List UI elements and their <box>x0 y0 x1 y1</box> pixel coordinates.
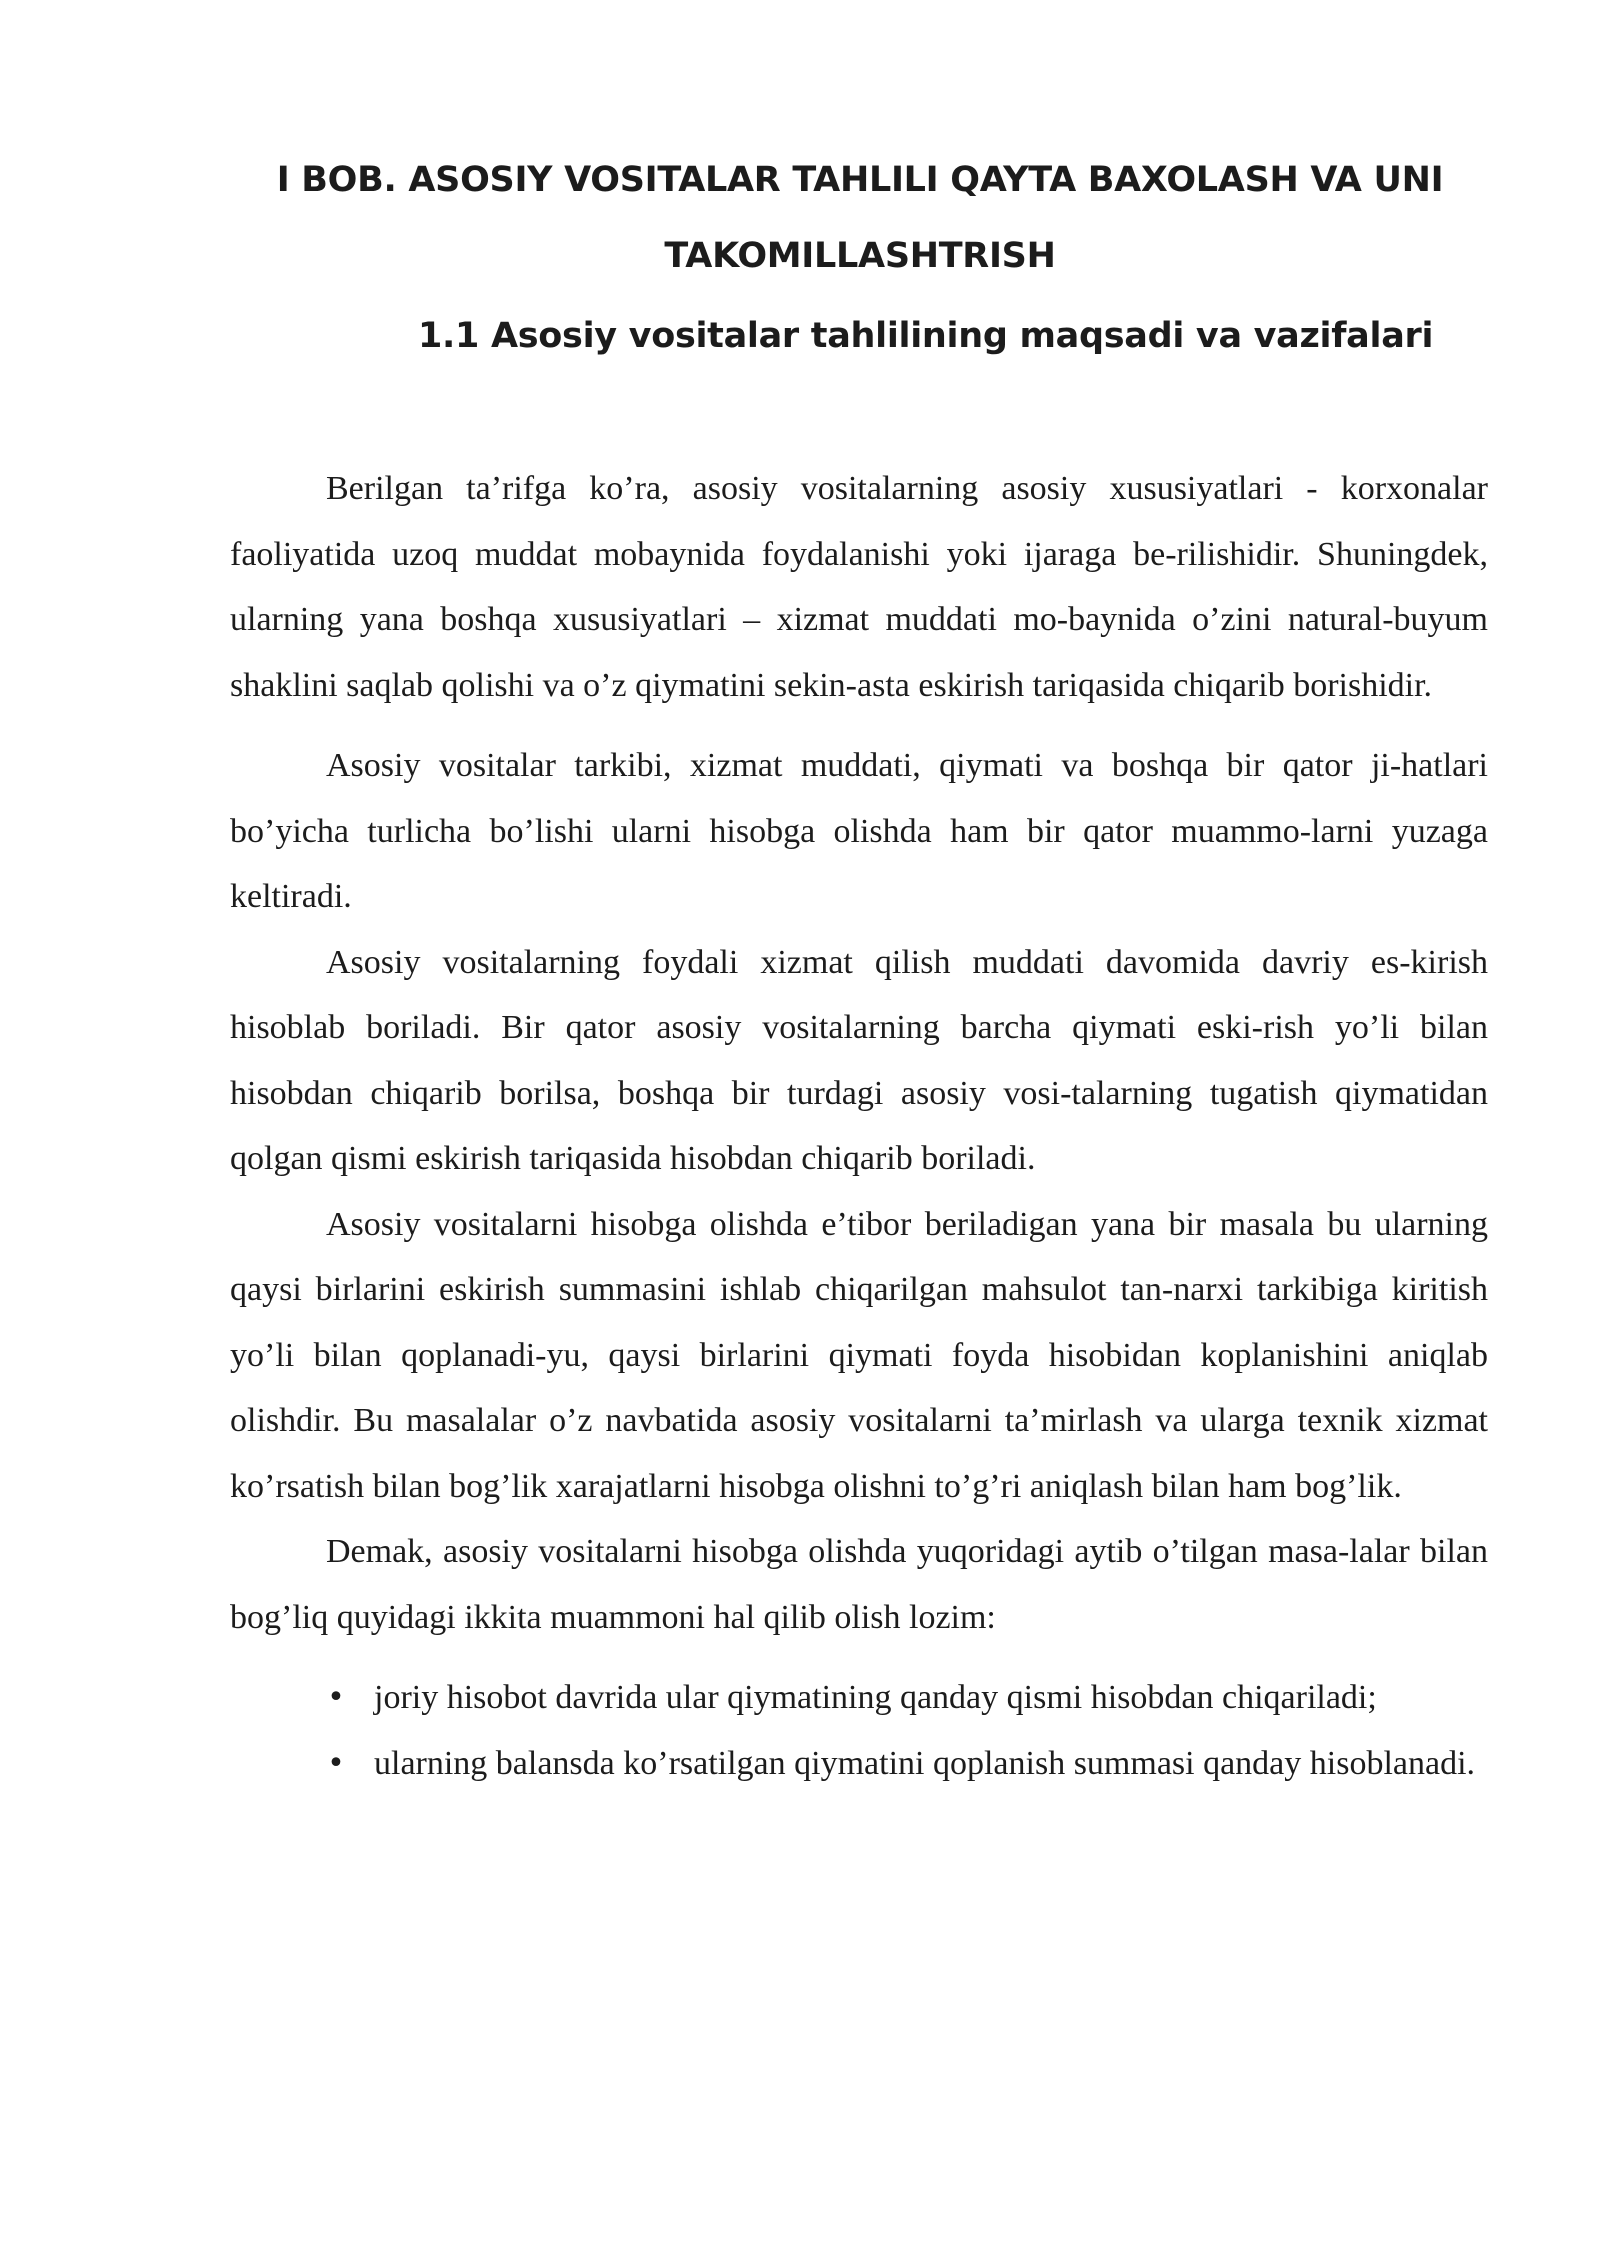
bullet-list <box>230 1665 1488 1796</box>
paragraph-2: Asosiy vositalar tarkibi, xizmat muddati, qiymati va boshqa bir qator ji-hatlari bo’yicha turlicha bo’lishi ularni hisobga olishda ham bir qator muammo-larni yuzaga keltiradi. <box>230 747 1488 915</box>
paragraph-3: Asosiy vositalarning foydali xizmat qilish muddati davomida davriy es-kirish hisoblab boriladi. Bir qator asosiy vositalarning barcha qiymati eski-rish yo’li bilan hisobdan chiqarib borilsa, boshqa bir turdagi asosiy vosi-talarning tugatish qiymatidan qolgan qismi eskirish tariqasida hisobdan chiqarib boriladi. <box>230 943 1488 1177</box>
list-item-text: joriy hisobot davrida ular qiymatining qanday qismi hisobdan chiqariladi; <box>374 1679 1377 1716</box>
body-text <box>230 456 1488 1796</box>
bullet-icon: • <box>327 1680 345 1715</box>
bullet-icon: • <box>327 1745 345 1781</box>
list-item-text: ularning balansda ko’rsatilgan qiymatini qoplanish summasi qanday hisoblanadi. <box>374 1744 1476 1782</box>
list-item <box>230 1665 1488 1731</box>
paragraph-4: Asosiy vositalarni hisobga olishda e’tibor beriladigan yana bir masala bu ularning qaysi birlarini eskirish summasini ishlab chiqarilgan mahsulot tan-narxi tarkibiga kiritish yo’li bilan qoplanadi-yu, qaysi birlarini qiymati foyda hisobidan koplanishini aniqlab olishdir. Bu masalalar o’z navbatida asosiy vositalarni ta’mirlash va ularga texnik xizmat ko’rsatish bilan bog’lik xarajatlarni hisobga olishni to’g’ri aniqlash bilan ham bog’lik. <box>230 1205 1488 1505</box>
list-item <box>230 1731 1488 1797</box>
section-title: 1.1 Asosiy vositalar tahlilining maqsadi va vazifalari <box>418 316 1434 356</box>
paragraph-1: Berilgan ta’rifga ko’ra, asosiy vositalarning asosiy xususiyatlari - korxonalar faoliyatida uzoq muddat mobaynida foydalanishi yoki ijaraga be-rilishidir. Shuningdek, ularning yana boshqa xususiyatlari – xizmat muddati mo-baynida o’zini natural-buyum shaklini saqlab qolishi va o’z qiymatini sekin-asta eskirish tariqasida chiqarib borishidir. <box>230 470 1488 704</box>
chapter-title: I BOB. ASOSIY VOSITALAR TAHLILI QAYTA BAXOLASH VA UNI TAKOMILLASHTRISH <box>276 160 1444 276</box>
paragraph-5: Demak, asosiy vositalarni hisobga olishda yuqoridagi aytib o’tilgan masa-lalar bilan bog’liq quyidagi ikkita muammoni hal qilib olish lozim: <box>230 1533 1488 1636</box>
